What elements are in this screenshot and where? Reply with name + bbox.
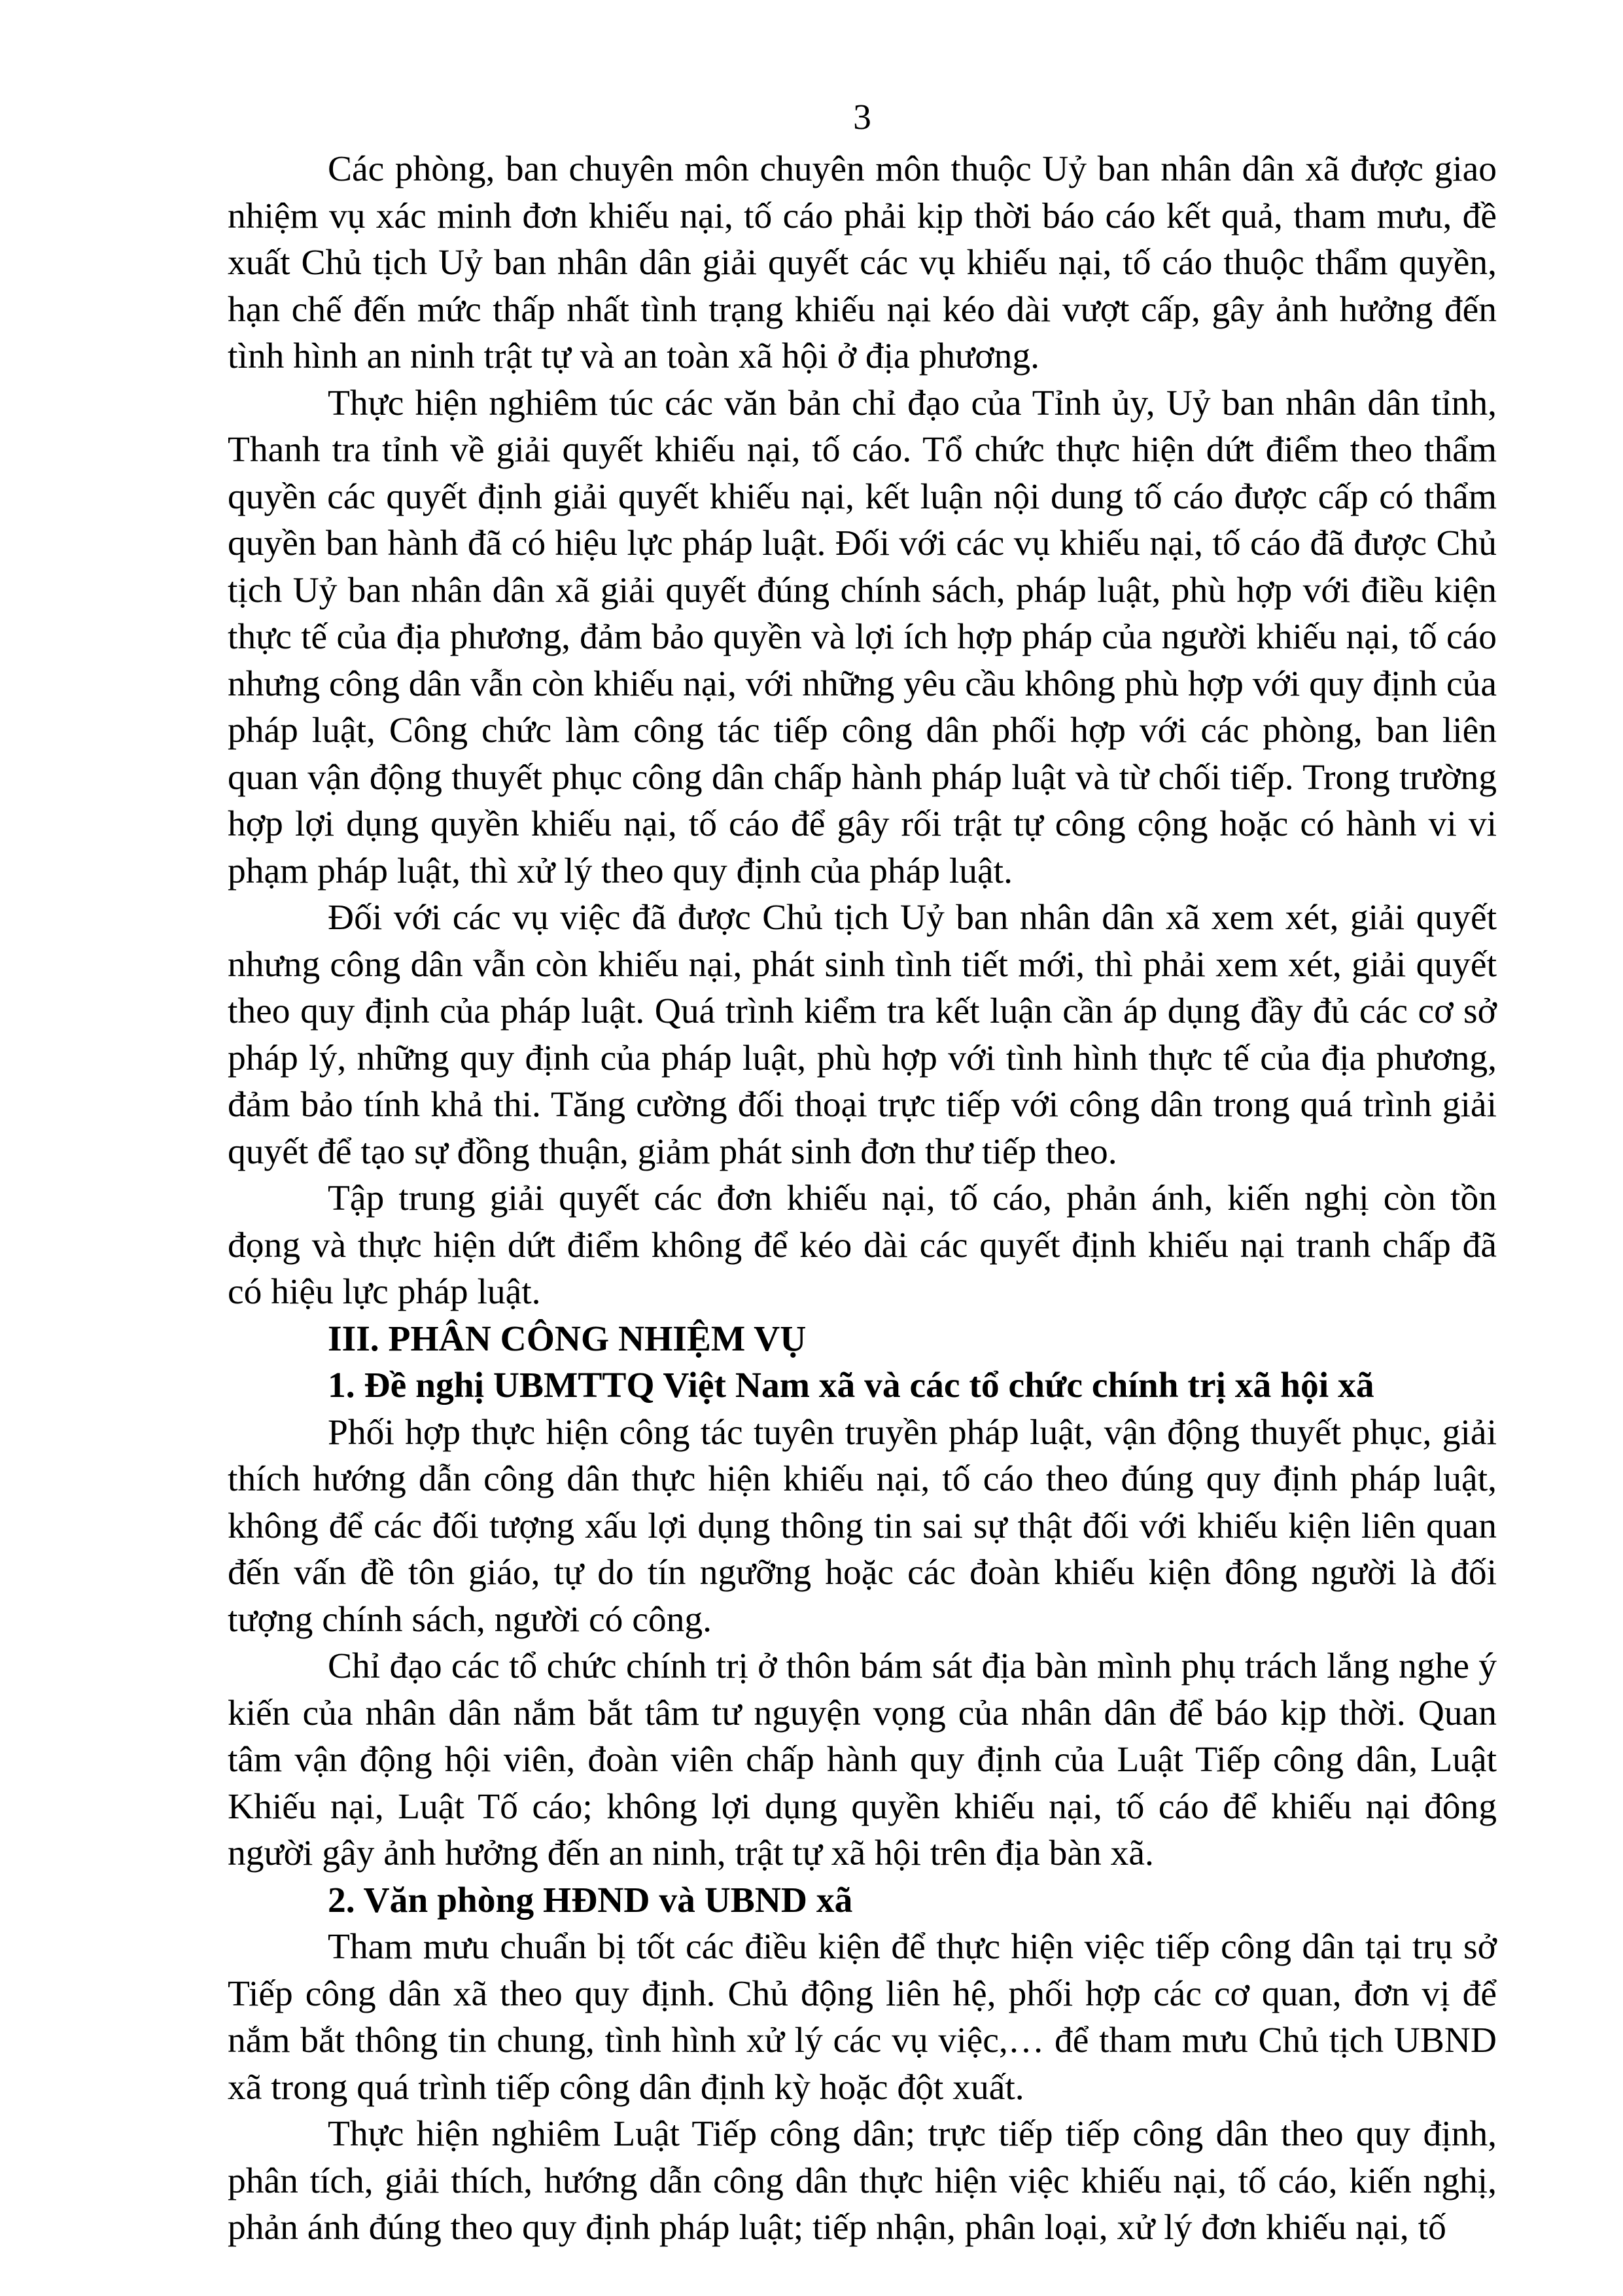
paragraph: Tập trung giải quyết các đơn khiếu nại, tố cáo, phản ánh, kiến nghị còn tồn đọng và thực hiện dứt điểm không để kéo dài các quyết định khiếu nại tranh chấp đã có hiệu lực pháp luật. <box>228 1178 1497 1312</box>
paragraph: Thực hiện nghiêm túc các văn bản chỉ đạo của Tỉnh ủy, Uỷ ban nhân dân tỉnh, Thanh tra tỉnh về giải quyết khiếu nại, tố cáo. Tổ chức thực hiện dứt điểm theo thẩm quyền các quyết định giải quyết khiếu nại, kết luận nội dung tố cáo được cấp có thẩm quyền ban hành đã có hiệu lực pháp luật. Đối với các vụ khiếu nại, tố cáo đã được Chủ tịch Uỷ ban nhân dân xã giải quyết đúng chính sách, pháp luật, phù hợp với điều kiện thực tế của địa phương, đảm bảo quyền và lợi ích hợp pháp của người khiếu nại, tố cáo nhưng công dân vẫn còn khiếu nại, với những yêu cầu không phù hợp với quy định của pháp luật, Công chức làm công tác tiếp công dân phối hợp với các phòng, ban liên quan vận động thuyết phục công dân chấp hành pháp luật và từ chối tiếp. Trong trường hợp lợi dụng quyền khiếu nại, tố cáo để gây rối trật tự công cộng hoặc có hành vi vi phạm pháp luật, thì xử lý theo quy định của pháp luật. <box>228 383 1497 891</box>
paragraph: Đối với các vụ việc đã được Chủ tịch Uỷ ban nhân dân xã xem xét, giải quyết nhưng công dân vẫn còn khiếu nại, phát sinh tình tiết mới, thì phải xem xét, giải quyết theo quy định của pháp luật. Quá trình kiểm tra kết luận cần áp dụng đầy đủ các cơ sở pháp lý, những quy định của pháp luật, phù hợp với tình hình thực tế của địa phương, đảm bảo tính khả thi. Tăng cường đối thoại trực tiếp với công dân trong quá trình giải quyết để tạo sự đồng thuận, giảm phát sinh đơn thư tiếp theo. <box>228 898 1497 1172</box>
page-number: 3 <box>853 97 871 137</box>
document-page <box>228 98 1497 2252</box>
paragraph: Thực hiện nghiêm Luật Tiếp công dân; trực tiếp tiếp công dân theo quy định, phân tích, giải thích, hướng dẫn công dân thực hiện việc khiếu nại, tố cáo, kiến nghị, phản ánh đúng theo quy định pháp luật; tiếp nhận, phân loại, xử lý đơn khiếu nại, tố <box>228 2114 1497 2248</box>
subsection-heading: 1. Đề nghị UBMTTQ Việt Nam xã và các tổ chức chính trị xã hội xã <box>328 1366 1374 1405</box>
section-heading: III. PHÂN CÔNG NHIỆM VỤ <box>328 1318 807 1359</box>
paragraph: Chỉ đạo các tổ chức chính trị ở thôn bám sát địa bàn mình phụ trách lắng nghe ý kiến của nhân dân nắm bắt tâm tư nguyện vọng của nhân dân để báo kịp thời. Quan tâm vận động hội viên, đoàn viên chấp hành quy định của Luật Tiếp công dân, Luật Khiếu nại, Luật Tố cáo; không lợi dụng quyền khiếu nại, tố cáo để khiếu nại đông người gây ảnh hưởng đến an ninh, trật tự xã hội trên địa bàn xã. <box>228 1646 1497 1873</box>
paragraph: Các phòng, ban chuyên môn chuyên môn thuộc Uỷ ban nhân dân xã được giao nhiệm vụ xác minh đơn khiếu nại, tố cáo phải kịp thời báo cáo kết quả, tham mưu, đề xuất Chủ tịch Uỷ ban nhân dân giải quyết các vụ khiếu nại, tố cáo thuộc thẩm quyền, hạn chế đến mức thấp nhất tình trạng khiếu nại kéo dài vượt cấp, gây ảnh hưởng đến tình hình an ninh trật tự và an toàn xã hội ở địa phương. <box>228 149 1497 376</box>
paragraph: Tham mưu chuẩn bị tốt các điều kiện để thực hiện việc tiếp công dân tại trụ sở Tiếp công dân xã theo quy định. Chủ động liên hệ, phối hợp các cơ quan, đơn vị để nắm bắt thông tin chung, tình hình xử lý các vụ việc,… để tham mưu Chủ tịch UBND xã trong quá trình tiếp công dân định kỳ hoặc đột xuất. <box>228 1927 1497 2108</box>
subsection-heading: 2. Văn phòng HĐND và UBND xã <box>328 1880 853 1920</box>
paragraph: Phối hợp thực hiện công tác tuyên truyền pháp luật, vận động thuyết phục, giải thích hướng dẫn công dân thực hiện khiếu nại, tố cáo theo đúng quy định pháp luật, không để các đối tượng xấu lợi dụng thông tin sai sự thật đối với khiếu kiện liên quan đến vấn đề tôn giáo, tự do tín ngưỡng hoặc các đoàn khiếu kiện đông người là đối tượng chính sách, người có công. <box>228 1412 1497 1640</box>
